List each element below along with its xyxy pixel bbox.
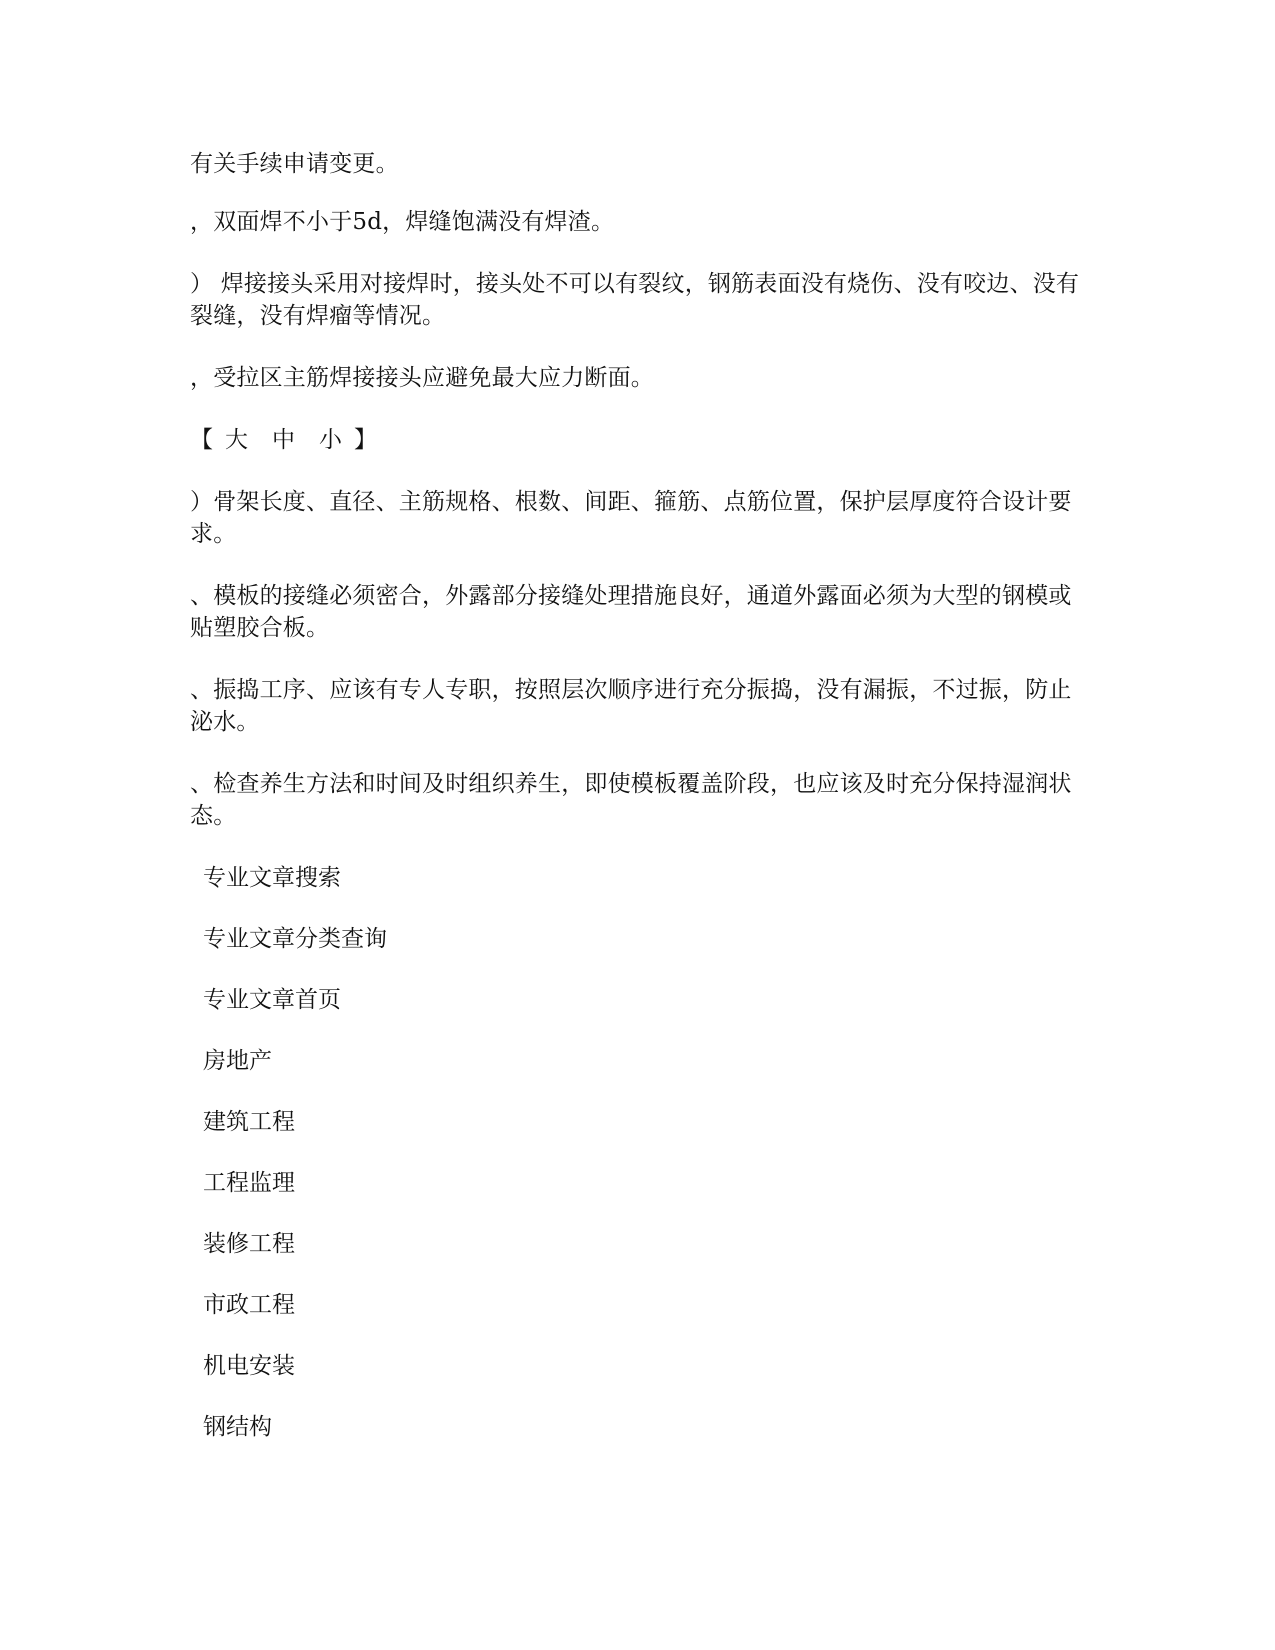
font-size-open-bracket: 【 bbox=[190, 427, 213, 453]
paragraph-skeleton: ）骨架长度、直径、主筋规格、根数、间距、箍筋、点筋位置，保护层厚度符合设计要求。 bbox=[190, 489, 1072, 547]
paragraph-vibration: 、振捣工序、应该有专人专职，按照层次顺序进行充分振捣，没有漏振，不过振，防止泌水。 bbox=[190, 677, 1072, 735]
nav-link-article-search[interactable]: 专业文章搜索 bbox=[203, 865, 341, 891]
paragraph-tension-zone: ，受拉区主筋焊接接头应避免最大应力断面。 bbox=[190, 365, 654, 391]
document-page bbox=[190, 148, 1090, 1472]
paragraph-procedure: 有关手续申请变更。 bbox=[190, 151, 399, 177]
nav-link-municipal[interactable]: 市政工程 bbox=[203, 1292, 295, 1318]
nav-link-article-home[interactable]: 专业文章首页 bbox=[203, 987, 341, 1013]
nav-link-real-estate[interactable]: 房地产 bbox=[203, 1048, 272, 1074]
paragraph-formwork: 、模板的接缝必须密合，外露部分接缝处理措施良好，通道外露面必须为大型的钢模或贴塑胶合板。 bbox=[190, 583, 1072, 641]
nav-link-decoration[interactable]: 装修工程 bbox=[203, 1231, 295, 1257]
paragraph-double-weld: ，双面焊不小于5d，焊缝饱满没有焊渣。 bbox=[190, 209, 615, 235]
nav-link-mep[interactable]: 机电安装 bbox=[203, 1353, 295, 1379]
font-size-medium-button[interactable]: 中 bbox=[272, 427, 295, 453]
font-size-switch bbox=[190, 424, 1090, 456]
nav-link-list bbox=[190, 862, 1090, 1443]
nav-link-steel-structure[interactable]: 钢结构 bbox=[203, 1414, 272, 1440]
font-size-small-button[interactable]: 小 bbox=[319, 427, 342, 453]
nav-link-supervision[interactable]: 工程监理 bbox=[203, 1170, 295, 1196]
paragraph-curing: 、检查养生方法和时间及时组织养生，即使模板覆盖阶段，也应该及时充分保持湿润状态。 bbox=[190, 771, 1072, 829]
paragraph-butt-weld: ） 焊接接头采用对接焊时，接头处不可以有裂纹，钢筋表面没有烧伤、没有咬边、没有裂缝，没有焊瘤等情况。 bbox=[190, 271, 1080, 329]
font-size-close-bracket: 】 bbox=[354, 427, 377, 453]
nav-link-construction[interactable]: 建筑工程 bbox=[203, 1109, 295, 1135]
font-size-large-button[interactable]: 大 bbox=[225, 427, 248, 453]
nav-link-article-category[interactable]: 专业文章分类查询 bbox=[203, 926, 387, 952]
